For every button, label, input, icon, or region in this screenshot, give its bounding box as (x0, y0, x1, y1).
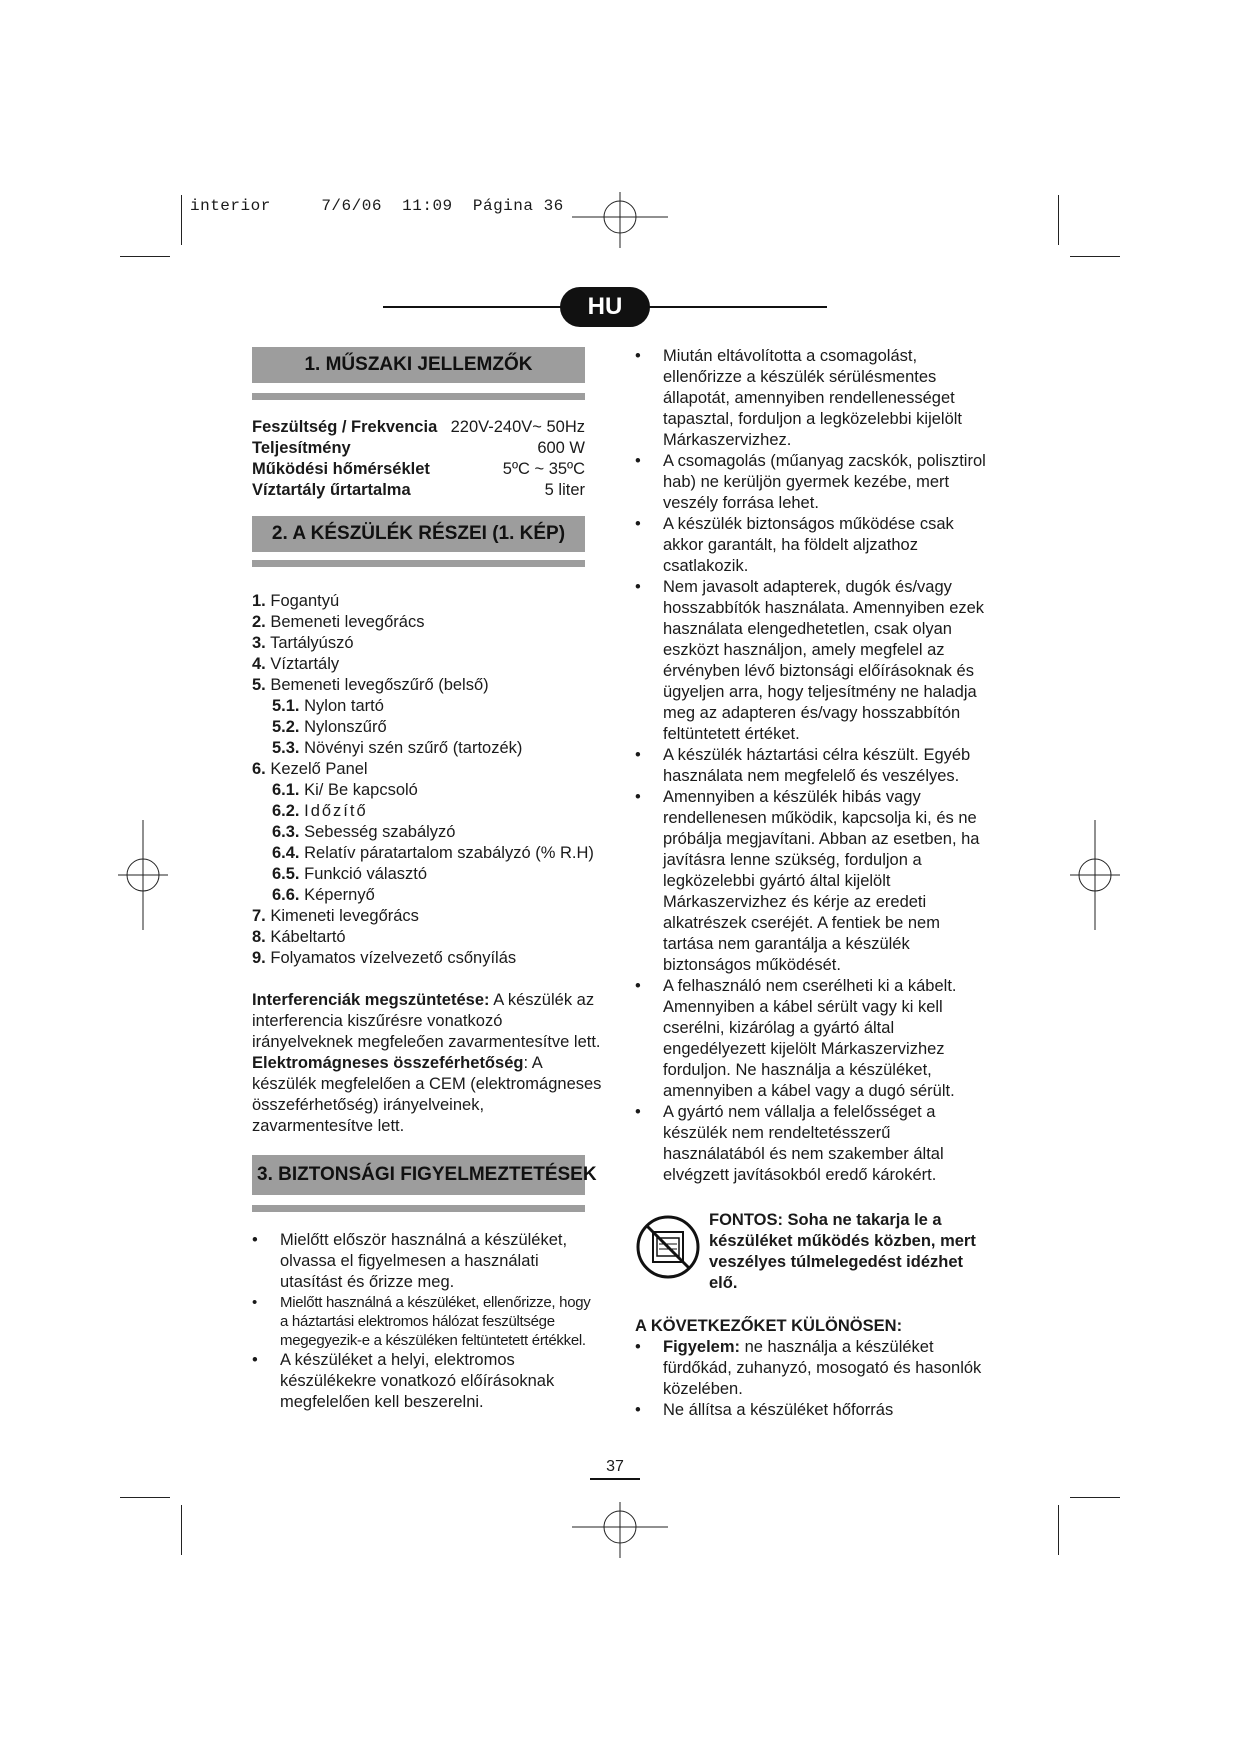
print-page-label: Página 36 (472, 197, 564, 215)
registration-mark-top (570, 190, 670, 250)
especially-bullet: • Figyelem: ne használja a készüléket fürdőkád, zuhanyzó, mosogató és hasonlók közelében. (635, 1337, 987, 1400)
spec-label: Teljesítmény (252, 439, 351, 457)
language-badge: HU (560, 287, 650, 327)
part-item: 7. Kimeneti levegőrács (252, 907, 419, 925)
part-item: 5. Bemeneti levegőszűrő (belső) (252, 676, 489, 694)
spec-label: Víztartály űrtartalma (252, 481, 411, 499)
important-warning (635, 1210, 987, 1294)
safety-bullet: • Miután eltávolította a csomagolást, ellenőrizze a készülék sérülésmentes állapotát, amennyiben rendellenességet tapasztal, forduljon a legközelebbi kijelölt Márkaszervizhez. (635, 346, 987, 451)
page-number: 37 (590, 1458, 640, 1480)
section-technical-bar (252, 393, 585, 400)
part-subitem: 6.2. Időzítő (272, 802, 368, 820)
right-column (635, 346, 987, 1421)
especially-bullets (635, 1337, 987, 1421)
spec-table (252, 417, 585, 501)
spec-row (252, 459, 585, 480)
emc-paragraph: Elektromágneses összeférhetőség: A készülék megfelelően a CEM (elektromágneses összeférhetőség) irányelveinek, zavarmentesítve lett. (252, 1054, 602, 1135)
safety-bullet: • A készülék háztartási célra készült. Egyéb használata nem megfelelő és veszélyes. (635, 745, 987, 787)
part-item: 2. Bemeneti levegőrács (252, 613, 425, 631)
print-header (190, 197, 564, 215)
spec-label: Működési hőmérséklet (252, 460, 430, 478)
spec-row (252, 438, 585, 459)
spec-row (252, 480, 585, 501)
spec-value: 5 liter (544, 481, 585, 499)
safety-bullet: • Amennyiben a készülék hibás vagy rendellenesen működik, kapcsolja ki, és ne próbálja megjavítani. Abban az esetben, ha javításra lenne szükség, forduljon a legközelebbi gyártó által kijelölt Márkaszervizhez és kérje az eredeti alkatrészek cseréjét. A fentiek be nem tartása nem garantálja a készülék biztonságos működését. (635, 787, 987, 976)
spec-label: Feszültség / Frekvencia (252, 418, 438, 436)
section-safety-bar (252, 1205, 585, 1212)
especially-title: A KÖVETKEZŐKET KÜLÖNÖSEN: (635, 1317, 903, 1335)
parts-list (252, 591, 607, 969)
do-not-cover-icon (635, 1214, 701, 1280)
safety-bullet: • A gyártó nem vállalja a felelősséget a készülék nem rendeltetésszerű használatából és nem szakember által elvégzett javításokból eredő károkért. (635, 1102, 987, 1186)
spec-row (252, 417, 585, 438)
part-item: 8. Kábeltartó (252, 928, 346, 946)
part-item: 1. Fogantyú (252, 592, 340, 610)
part-item: 4. Víztartály (252, 655, 340, 673)
part-subitem: 5.3. Növényi szén szűrő (tartozék) (272, 739, 523, 757)
spec-value: 5ºC ~ 35ºC (502, 460, 585, 478)
section-parts-title: 2. A KÉSZÜLÉK RÉSZEI (1. KÉP) (252, 516, 585, 552)
left-column (252, 347, 607, 1413)
safety-bullet: • A készülék biztonságos működése csak akkor garantált, ha földelt aljzathoz csatlakozik. (635, 514, 987, 577)
part-subitem: 6.4. Relatív páratartalom szabályzó (% R.H) (272, 844, 594, 862)
especially-bullet: • Ne állítsa a készüléket hőforrás (635, 1400, 987, 1421)
interference-paragraph: Interferenciák megszüntetése: A készülék az interferencia kiszűrésre vonatkozó irányelveknek megfeleően zavarmentesítve lett. (252, 991, 601, 1051)
safety-bullet: • Mielőtt használná a készüléket, ellenőrizze, hogy a háztartási elektromos hálózat feszültsége megegyezik-e a készüléken feltüntetett értékkel. (252, 1293, 597, 1350)
section-technical-title: 1. MŰSZAKI JELLEMZŐK (252, 347, 585, 383)
section-safety-title: 3. BIZTONSÁGI FIGYELMEZTETÉSEK (252, 1155, 585, 1195)
print-date: 7/6/06 (321, 197, 382, 215)
part-subitem: 6.3. Sebesség szabályzó (272, 823, 456, 841)
print-file: interior (190, 197, 271, 215)
part-subitem: 6.6. Képernyő (272, 886, 375, 904)
spec-value: 600 W (537, 439, 585, 457)
part-item: 3. Tartályúszó (252, 634, 354, 652)
part-item: 9. Folyamatos vízelvezető csőnyílás (252, 949, 517, 967)
part-subitem: 6.5. Funkció választó (272, 865, 428, 883)
part-item: 6. Kezelő Panel (252, 760, 368, 778)
registration-mark-right (1070, 820, 1120, 930)
print-time: 11:09 (402, 197, 453, 215)
section-parts-bar (252, 560, 585, 567)
important-text: FONTOS: Soha ne takarja le a készüléket működés közben, mert veszélyes túlmelegedést idézhet elő. (709, 1211, 976, 1292)
spec-value: 220V-240V~ 50Hz (450, 418, 585, 436)
safety-bullet: • Nem javasolt adapterek, dugók és/vagy hosszabbítók használata. Amennyiben ezek használata elengedhetetlen, csak olyan eszközt használjon, amely megfelel az érvényben lévő biztonsági előírásoknak és ügyeljen arra, hogy teljesítmény ne haladja meg az adapteren és/vagy hosszabbítón feltüntetett értéket. (635, 577, 987, 745)
safety-bullet: • A csomagolás (műanyag zacskók, polisztirol hab) ne kerüljön gyermek kezébe, mert veszély forrása lehet. (635, 451, 987, 514)
registration-mark-bottom (570, 1500, 670, 1560)
safety-bullet: • Mielőtt először használná a készüléket, olvassa el figyelmesen a használati utasítást és őrizze meg. (252, 1230, 597, 1293)
registration-mark-left (118, 820, 168, 930)
part-subitem: 5.2. Nylonszűrő (272, 718, 387, 736)
safety-bullet: • A felhasználó nem cserélheti ki a kábelt. Amennyiben a kábel sérült vagy ki kell cserélni, kizárólag a gyártó által engedélyezett kijelölt Márkaszervizhez forduljon. Ne használja a készüléket, amennyiben a kábel vagy a dugó sérült. (635, 976, 987, 1102)
safety-bullet: • A készüléket a helyi, elektromos készülékekre vonatkozó előírásoknak megfelelően kell beszerelni. (252, 1350, 597, 1413)
safety-bullets-left (252, 1230, 597, 1413)
safety-bullets-right (635, 346, 987, 1186)
part-subitem: 6.1. Ki/ Be kapcsoló (272, 781, 418, 799)
part-subitem: 5.1. Nylon tartó (272, 697, 384, 715)
